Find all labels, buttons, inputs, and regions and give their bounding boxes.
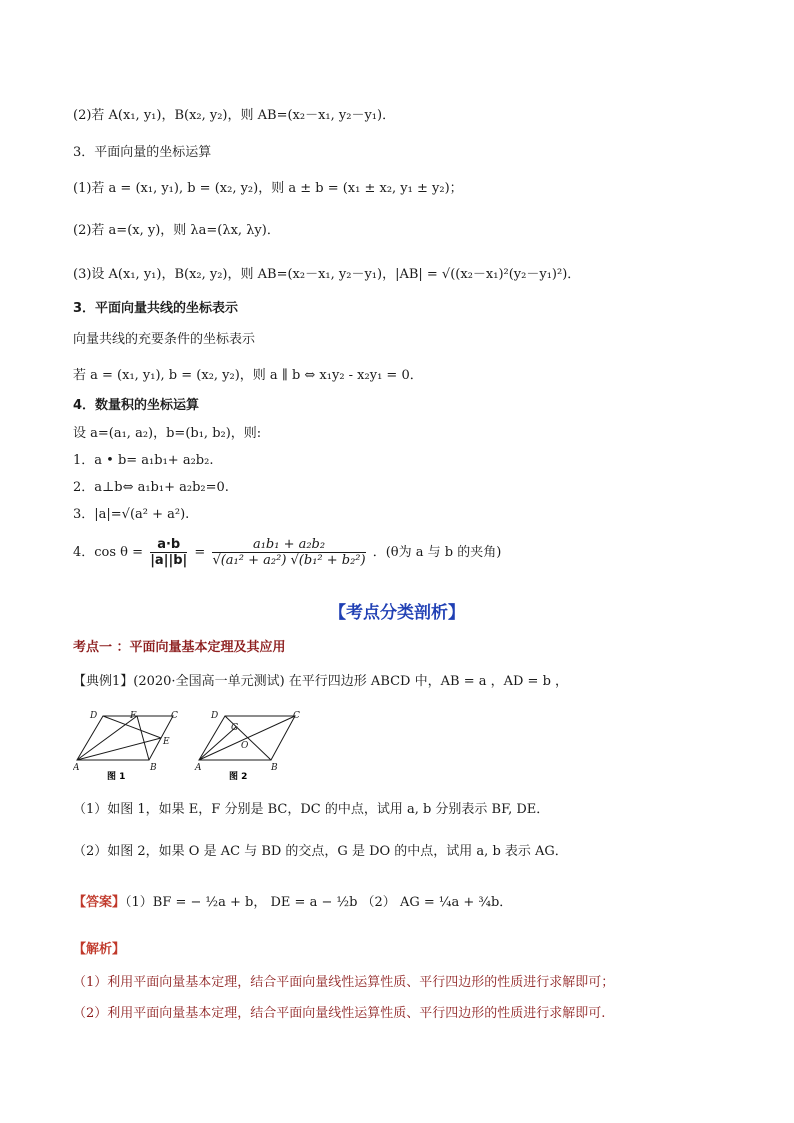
text-line: (1)若 a = (x₁, y₁), b = (x₂, y₂)，则 a ± b = (x₁ ± x₂, y₁ ± y₂)； bbox=[73, 181, 463, 196]
question-2: （2）如图 2，如果 O 是 AC 与 BD 的交点，G 是 DO 的中点，试用 a, b 表示 AG． bbox=[73, 844, 568, 859]
formula-suffix: ．(θ为 a 与 b 的夹角) bbox=[372, 545, 502, 560]
figure-2 bbox=[199, 716, 295, 760]
text-line: 向量共线的充要条件的坐标表示 bbox=[73, 332, 256, 347]
analysis-tag: 【解析】 bbox=[73, 942, 126, 957]
topic-title: 考点一 ：平面向量基本定理及其应用 bbox=[73, 640, 286, 655]
answer-line bbox=[73, 893, 512, 913]
text-line: (2)若 A(x₁, y₁)，B(x₂, y₂)，则 AB=(x₂－x₁, y₂－y₁)． bbox=[73, 108, 396, 123]
fraction bbox=[150, 537, 187, 568]
fraction-denominator: √(a₁² + a₂²) √(b₁² + b₂²) bbox=[212, 553, 366, 568]
fraction-numerator: a₁b₁ + a₂b₂ bbox=[212, 537, 365, 553]
label-C2: C bbox=[293, 711, 300, 721]
fraction bbox=[212, 537, 365, 568]
text-line: (2)若 a=(x, y)，则 λa=(λx, λy)． bbox=[73, 223, 280, 238]
answer-text: （1）BF = − ½a + b， DE = a − ½b （2） AG = ¼a + ¾b． bbox=[125, 895, 513, 910]
subheading: 4．数量积的坐标运算 bbox=[73, 398, 200, 413]
example-tag: 【典例1】 bbox=[73, 674, 134, 689]
label-C1: C bbox=[171, 711, 178, 721]
section-heading: 【考点分类剖析】 bbox=[329, 603, 465, 623]
answer-tag: 【答案】 bbox=[73, 895, 126, 910]
label-G: G bbox=[231, 723, 239, 733]
equals-sign: = bbox=[194, 545, 206, 560]
analysis-p1: （1）利用平面向量基本定理，结合平面向量线性运算性质、平行四边形的性质进行求解即可； bbox=[73, 975, 615, 990]
text-line: 1．a • b= a₁b₁+ a₂b₂. bbox=[73, 453, 214, 468]
question-1: （1）如图 1，如果 E，F 分别是 BC，DC 的中点，试用 a, b 分别表示 BF, DE． bbox=[73, 802, 550, 817]
label-E: E bbox=[163, 737, 170, 747]
figure-2-caption: 图 2 bbox=[229, 772, 248, 780]
example-source: (2020·全国高一单元测试) bbox=[133, 674, 285, 689]
text-line: (3)设 A(x₁, y₁)，B(x₂, y₂)，则 AB=(x₂－x₁, y₂－y₁)，|AB| = √((x₂－x₁)²(y₂－y₁)²)． bbox=[73, 267, 581, 282]
example-line bbox=[73, 672, 568, 692]
label-D2: D bbox=[211, 711, 219, 721]
label-D1: D bbox=[90, 711, 98, 721]
formula-prefix: 4．cos θ = bbox=[73, 545, 144, 560]
figure-1-caption: 图 1 bbox=[107, 772, 126, 780]
figure-1 bbox=[77, 716, 173, 760]
analysis-p2: （2）利用平面向量基本定理，结合平面向量线性运算性质、平行四边形的性质进行求解即可. bbox=[73, 1006, 606, 1021]
label-B2: B bbox=[271, 763, 278, 773]
example-text: 在平行四边形 ABCD 中，AB = a ，AD = b ， bbox=[288, 674, 569, 689]
fraction-numerator: a·b bbox=[150, 537, 187, 553]
label-A1: A bbox=[73, 763, 80, 773]
label-B1: B bbox=[150, 763, 157, 773]
subheading: 3．平面向量共线的坐标表示 bbox=[73, 301, 239, 316]
text-line: 设 a=(a₁, a₂)，b=(b₁, b₂)，则: bbox=[73, 426, 262, 441]
subheading: 3．平面向量的坐标运算 bbox=[73, 145, 212, 160]
parallelogram-figures bbox=[73, 708, 323, 780]
text-line: 2．a⊥b⇔ a₁b₁+ a₂b₂=0. bbox=[73, 480, 229, 495]
label-O: O bbox=[241, 741, 249, 751]
label-A2: A bbox=[195, 763, 202, 773]
text-line: 若 a = (x₁, y₁), b = (x₂, y₂)，则 a ∥ b ⇔ x₁y₂ - x₂y₁ = 0． bbox=[73, 368, 423, 383]
text-line: 3．|a|=√(a² + a²). bbox=[73, 507, 190, 522]
label-F: F bbox=[130, 711, 137, 721]
fraction-denominator: |a||b| bbox=[150, 553, 188, 568]
cos-formula bbox=[73, 537, 501, 569]
